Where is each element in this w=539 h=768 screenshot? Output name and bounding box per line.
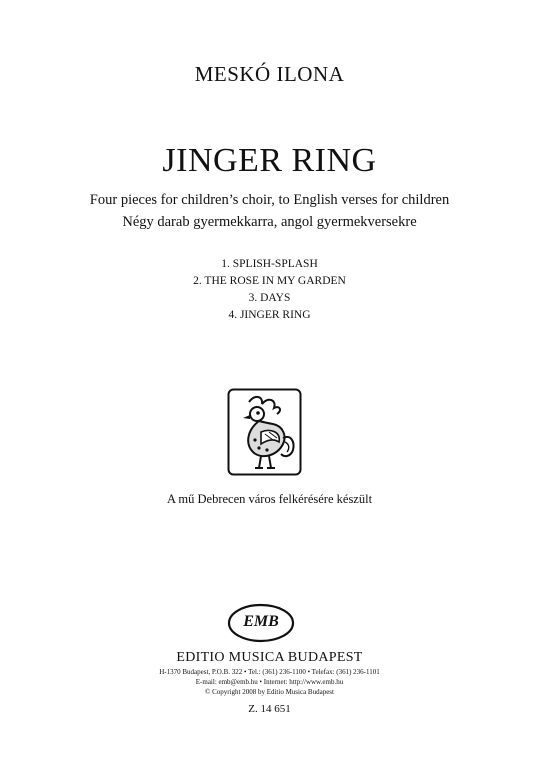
composer-name: MESKÓ ILONA — [194, 62, 345, 86]
publisher-logo — [227, 603, 295, 643]
piece-list-item: 3. DAYS — [248, 292, 291, 304]
piece-list-item: 4. JINGER RING — [228, 309, 311, 321]
piece-list-item: 2. THE ROSE IN MY GARDEN — [193, 275, 346, 287]
subtitle-hungarian: Négy darab gyermekkarra, angol gyermekversekre — [122, 214, 417, 230]
publisher-address: H-1370 Budapest, P.O.B. 322 • Tel.: (361) 236-1100 • Telefax: (361) 236-1101 — [159, 668, 380, 676]
publisher-name: EDITIO MUSICA BUDAPEST — [176, 650, 363, 665]
copyright-notice: © Copyright 2008 by Editio Musica Budapest — [205, 688, 334, 696]
subtitle-english: Four pieces for children’s choir, to English verses for children — [89, 192, 450, 208]
piece-list-item: 1. SPLISH-SPLASH — [221, 258, 318, 270]
folk-bird-emblem-icon — [227, 388, 302, 476]
catalog-number: Z. 14 651 — [248, 703, 291, 715]
publisher-logo-text: EMB — [243, 613, 279, 630]
work-title: JINGER RING — [162, 142, 377, 179]
commission-note: A mű Debrecen város felkérésére készült — [166, 492, 373, 506]
publisher-contact: E-mail: emb@emb.hu • Internet: http://www.emb.hu — [195, 678, 344, 686]
